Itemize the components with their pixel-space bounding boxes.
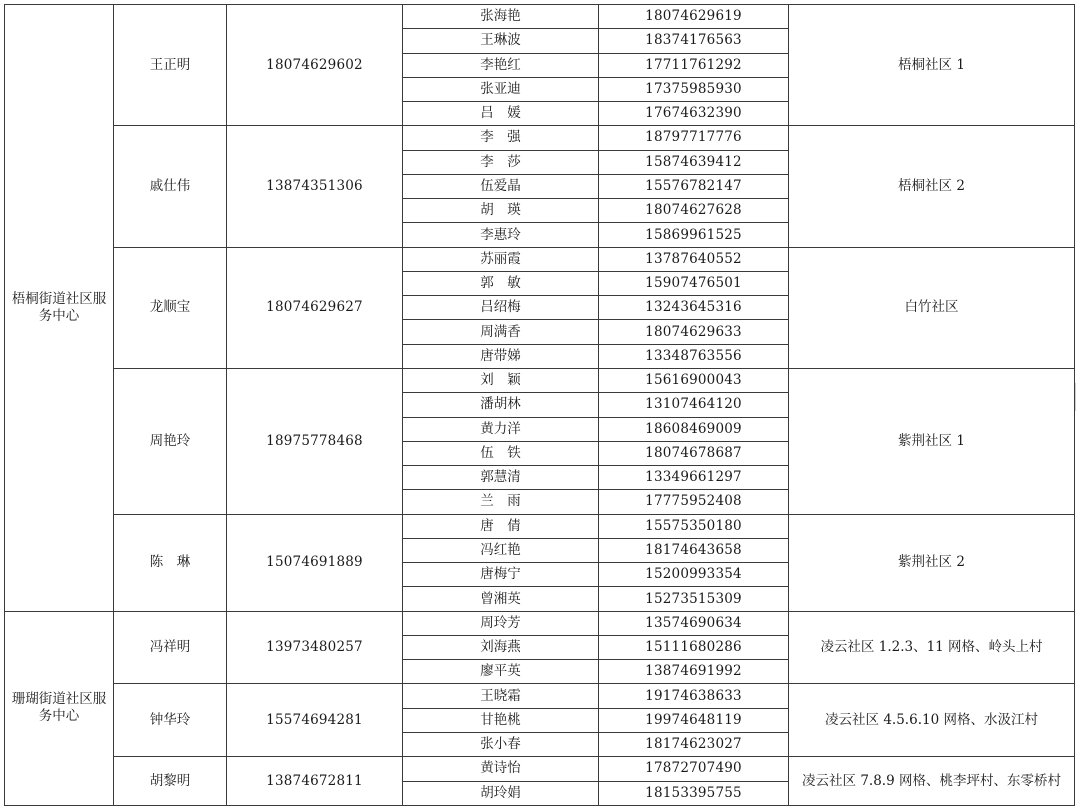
leader-name-cell: 周艳玲 [114,368,227,514]
member-name-cell: 曾湘英 [403,587,599,611]
leader-phone-cell: 18074629602 [227,5,403,126]
member-phone-cell: 18074678687 [599,441,789,465]
leader-phone-cell: 13874351306 [227,126,403,247]
member-phone-cell: 18074629633 [599,320,789,344]
page-edge-mark [1075,383,1080,411]
member-phone-cell: 15576782147 [599,174,789,198]
member-name-cell: 伍爱晶 [403,174,599,198]
member-phone-cell: 18074627628 [599,199,789,223]
member-phone-cell: 18797717776 [599,126,789,150]
member-name-cell: 张海艳 [403,5,599,29]
table-row [5,368,1075,392]
member-phone-cell: 17674632390 [599,102,789,126]
member-phone-cell: 18608469009 [599,417,789,441]
member-phone-cell: 15575350180 [599,514,789,538]
member-name-cell: 胡玲娟 [403,781,599,806]
member-phone-cell: 18374176563 [599,29,789,53]
table-row [5,126,1075,150]
member-name-cell: 李 莎 [403,150,599,174]
table-row [5,247,1075,271]
member-name-cell: 吕绍梅 [403,296,599,320]
member-phone-cell: 18174643658 [599,538,789,562]
leader-name-cell: 戚仕伟 [114,126,227,247]
member-name-cell: 兰 雨 [403,490,599,514]
member-phone-cell: 15869961525 [599,223,789,247]
member-name-cell: 张亚迪 [403,77,599,101]
member-phone-cell: 13243645316 [599,296,789,320]
table-row [5,684,1075,708]
member-phone-cell: 15273515309 [599,587,789,611]
leader-name-cell: 冯祥明 [114,611,227,684]
member-name-cell: 唐梅宁 [403,563,599,587]
member-name-cell: 刘 颖 [403,368,599,392]
leader-phone-cell: 18975778468 [227,368,403,514]
member-name-cell: 郭 敏 [403,271,599,295]
leader-name-cell: 胡黎明 [114,757,227,806]
member-phone-cell: 17711761292 [599,53,789,77]
member-phone-cell: 17375985930 [599,77,789,101]
member-name-cell: 唐带娣 [403,344,599,368]
member-name-cell: 李艳红 [403,53,599,77]
member-name-cell: 郭慧清 [403,466,599,490]
member-phone-cell: 17775952408 [599,490,789,514]
member-name-cell: 潘胡林 [403,393,599,417]
service-area-cell: 梧桐社区 2 [789,126,1075,247]
member-phone-cell: 15907476501 [599,271,789,295]
service-area-cell: 白竹社区 [789,247,1075,368]
member-name-cell: 刘海燕 [403,635,599,659]
member-phone-cell: 13787640552 [599,247,789,271]
member-phone-cell: 19974648119 [599,708,789,732]
member-name-cell: 黄力洋 [403,417,599,441]
member-phone-cell: 17872707490 [599,757,789,781]
member-name-cell: 王晓霜 [403,684,599,708]
member-name-cell: 张小春 [403,732,599,756]
service-area-cell: 凌云社区 1.2.3、11 网格、岭头上村 [789,611,1075,684]
member-name-cell: 伍 铁 [403,441,599,465]
member-phone-cell: 18074629619 [599,5,789,29]
contact-table-body [5,5,1075,806]
table-row [5,757,1075,781]
member-phone-cell: 15111680286 [599,635,789,659]
member-phone-cell: 19174638633 [599,684,789,708]
member-phone-cell: 15874639412 [599,150,789,174]
leader-phone-cell: 15074691889 [227,514,403,611]
member-phone-cell: 13348763556 [599,344,789,368]
member-phone-cell: 13107464120 [599,393,789,417]
member-name-cell: 苏丽霞 [403,247,599,271]
leader-name-cell: 陈 琳 [114,514,227,611]
member-name-cell: 唐 倩 [403,514,599,538]
table-row [5,514,1075,538]
member-phone-cell: 15616900043 [599,368,789,392]
leader-name-cell: 王正明 [114,5,227,126]
service-area-cell: 凌云社区 7.8.9 网格、桃李坪村、东零桥村 [789,757,1075,806]
leader-phone-cell: 15574694281 [227,684,403,757]
street-office-cell: 梧桐街道社区服务中心 [5,5,114,612]
member-phone-cell: 18153395755 [599,781,789,806]
member-name-cell: 甘艳桃 [403,708,599,732]
service-area-cell: 紫荆社区 1 [789,368,1075,514]
leader-phone-cell: 13874672811 [227,757,403,806]
member-name-cell: 李 强 [403,126,599,150]
contact-table [4,4,1075,806]
member-name-cell: 廖平英 [403,660,599,684]
leader-phone-cell: 13973480257 [227,611,403,684]
member-phone-cell: 15200993354 [599,563,789,587]
member-name-cell: 冯红艳 [403,538,599,562]
member-phone-cell: 13874691992 [599,660,789,684]
member-name-cell: 黄诗怡 [403,757,599,781]
member-phone-cell: 13349661297 [599,466,789,490]
service-area-cell: 凌云社区 4.5.6.10 网格、水汲江村 [789,684,1075,757]
leader-name-cell: 龙顺宝 [114,247,227,368]
member-name-cell: 周满香 [403,320,599,344]
member-name-cell: 周玲芳 [403,611,599,635]
member-phone-cell: 18174623027 [599,732,789,756]
member-name-cell: 王琳波 [403,29,599,53]
service-area-cell: 梧桐社区 1 [789,5,1075,126]
member-name-cell: 李惠玲 [403,223,599,247]
street-office-cell: 珊瑚街道社区服务中心 [5,611,114,805]
member-name-cell: 吕 媛 [403,102,599,126]
leader-phone-cell: 18074629627 [227,247,403,368]
member-phone-cell: 13574690634 [599,611,789,635]
leader-name-cell: 钟华玲 [114,684,227,757]
service-area-cell: 紫荆社区 2 [789,514,1075,611]
table-row [5,5,1075,29]
member-name-cell: 胡 瑛 [403,199,599,223]
table-row [5,611,1075,635]
